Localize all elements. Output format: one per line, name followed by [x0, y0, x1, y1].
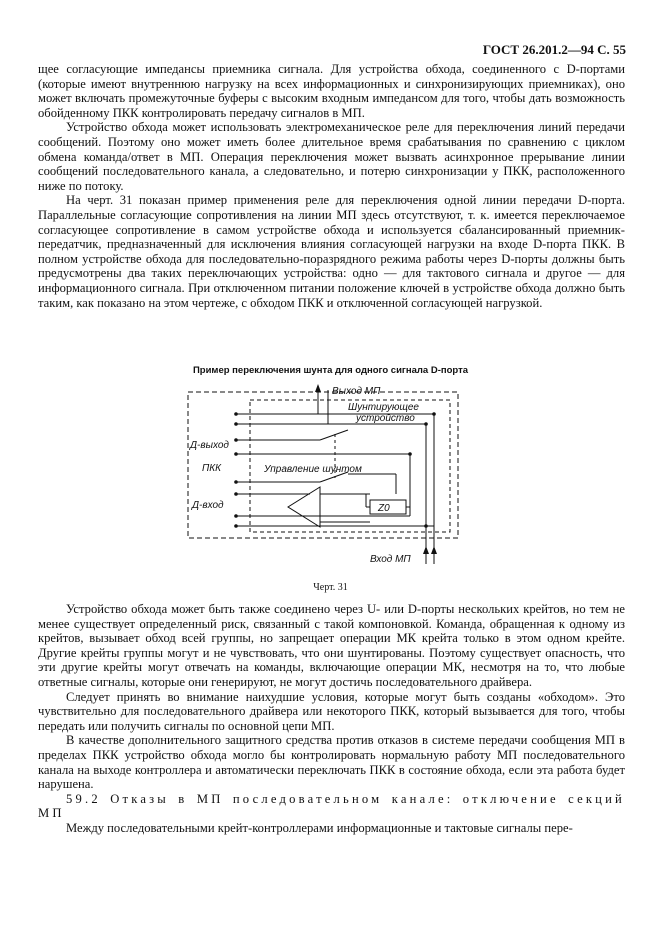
- junction-dot: [432, 412, 436, 416]
- figure-title: Пример переключения шунта для одного сигнала D-порта: [192, 365, 469, 376]
- label-pkk: ПКК: [202, 463, 222, 474]
- paragraph: На черт. 31 показан пример применения реле для переключения одной линии передачи D-порта. Параллельные согласующие сопротивления на линии МП здесь отсутствуют, т. к. имеется переключаемое согласующее сопротивление в самом устройстве обхода и используется сбалансированный приемник-передатчик, предназначенный для исключения влияния согласующей нагрузки на входе D-порта ПКК. В полном устройстве обхода для последовательно-поразрядного режима работы через D-порты должны быть предусмотрены два таких переключающих устройства: одно — для тактового сигнала и другое — для информационного сигнала. При отключенном питании положение ключей в устройстве обхода должно быть таким, как показано на этом чертеже, с обходом ПКК и отключенной согласующей нагрузкой.: [38, 193, 625, 310]
- junction-dot: [424, 524, 428, 528]
- junction-dot: [234, 514, 238, 518]
- label-d-output: Д-выход: [190, 440, 229, 451]
- label-shunt-device-1: Шунтирующее: [348, 402, 419, 413]
- arrow-up-icon: [431, 546, 437, 554]
- label-d-input: Д-вход: [192, 500, 224, 511]
- label-shunt-device-2: устройство: [356, 413, 415, 424]
- junction-dot: [408, 452, 412, 456]
- relay-switch: [320, 430, 348, 440]
- body-text-top: [38, 62, 625, 310]
- running-header: ГОСТ 26.201.2—94 С. 55: [482, 42, 626, 57]
- paragraph: Устройство обхода может использовать электромеханическое реле для переключения линий передачи сообщений. Поэтому оно может иметь более длительное время срабатывания по сравнению с циклом обмена команда/ответ в МП. Операция переключения может вызвать асинхронное прерывание линии сообщений последовательного канала, а следовательно, и потерю синхронизации у ПКК, расположенного ниже по потоку.: [38, 120, 625, 193]
- body-text-bottom: [38, 602, 625, 836]
- junction-dot: [234, 480, 238, 484]
- paragraph: Устройство обхода может быть также соединено через U- или D-порты нескольких крейтов, но тем не менее существует определенный риск, связанный с такой компоновкой. Команда, обращенная к одному из крейтов, вызывает обход всей группы, но запрещает операции МК крейта только в этом одном крейте. Другие крейты группы могут и не чувствовать, что они шунтированы. Поэтому существует опасность, что эти другие крейты могут отвечать на команды, включающие операции МК, несмотря на то, что любые ответные сигналы, которые они генерируют, не могут достичь последовательного драйвера.: [38, 602, 625, 689]
- paragraph: Между последовательными крейт-контроллерами информационные и тактовые сигналы пере-: [66, 820, 573, 835]
- paragraph: щее согласующие импедансы приемника сигнала. Для устройства обхода, соединенного с D-портами (которые имеют внутреннюю нагрузку на всех информационных и синхронизирующих приемниках), оно может включать промежуточные буферы с высоким входным импедансом для того, чтобы дать возможность обойденному ПКК контролировать передачу сигналов в МП.: [38, 62, 625, 120]
- arrow-up-icon: [315, 384, 321, 392]
- junction-dot: [234, 452, 238, 456]
- receiver-amplifier: [288, 487, 320, 527]
- paragraph: Следует принять во внимание наихудшие условия, которые могут быть созданы «обходом». Это чувствительно для последовательного драйвера или некоторого ПКК, который вызывается для того, чтобы передать или получить сигналы по основной цепи МП.: [38, 689, 625, 733]
- label-z0: Z0: [378, 503, 390, 514]
- junction-dot: [234, 412, 238, 416]
- label-shunt-control: Управление шунтом: [264, 464, 362, 475]
- junction-dot: [234, 492, 238, 496]
- figure-caption: Черт. 31: [313, 582, 348, 593]
- junction-dot: [234, 524, 238, 528]
- junction-dot: [234, 422, 238, 426]
- label-input-mp: Вход МП: [370, 554, 411, 565]
- junction-dot: [424, 422, 428, 426]
- label-output-mp: Выход МП: [332, 386, 381, 397]
- section-heading: 59.2 Отказы в МП последовательном канале: отключение секций МП: [38, 791, 625, 821]
- shunt-switch-diagram: [170, 382, 470, 567]
- arrow-up-icon: [423, 546, 429, 554]
- junction-dot: [234, 438, 238, 442]
- paragraph: В качестве дополнительного защитного средства против отказов в системе передачи сообщения МП в пределах ПКК устройство обхода могло бы контролировать нормальную работу МП последовательного канала на выходе контроллера и автоматически переключать ПКК в состояние обхода, если эта работа будет нарушена.: [38, 733, 625, 792]
